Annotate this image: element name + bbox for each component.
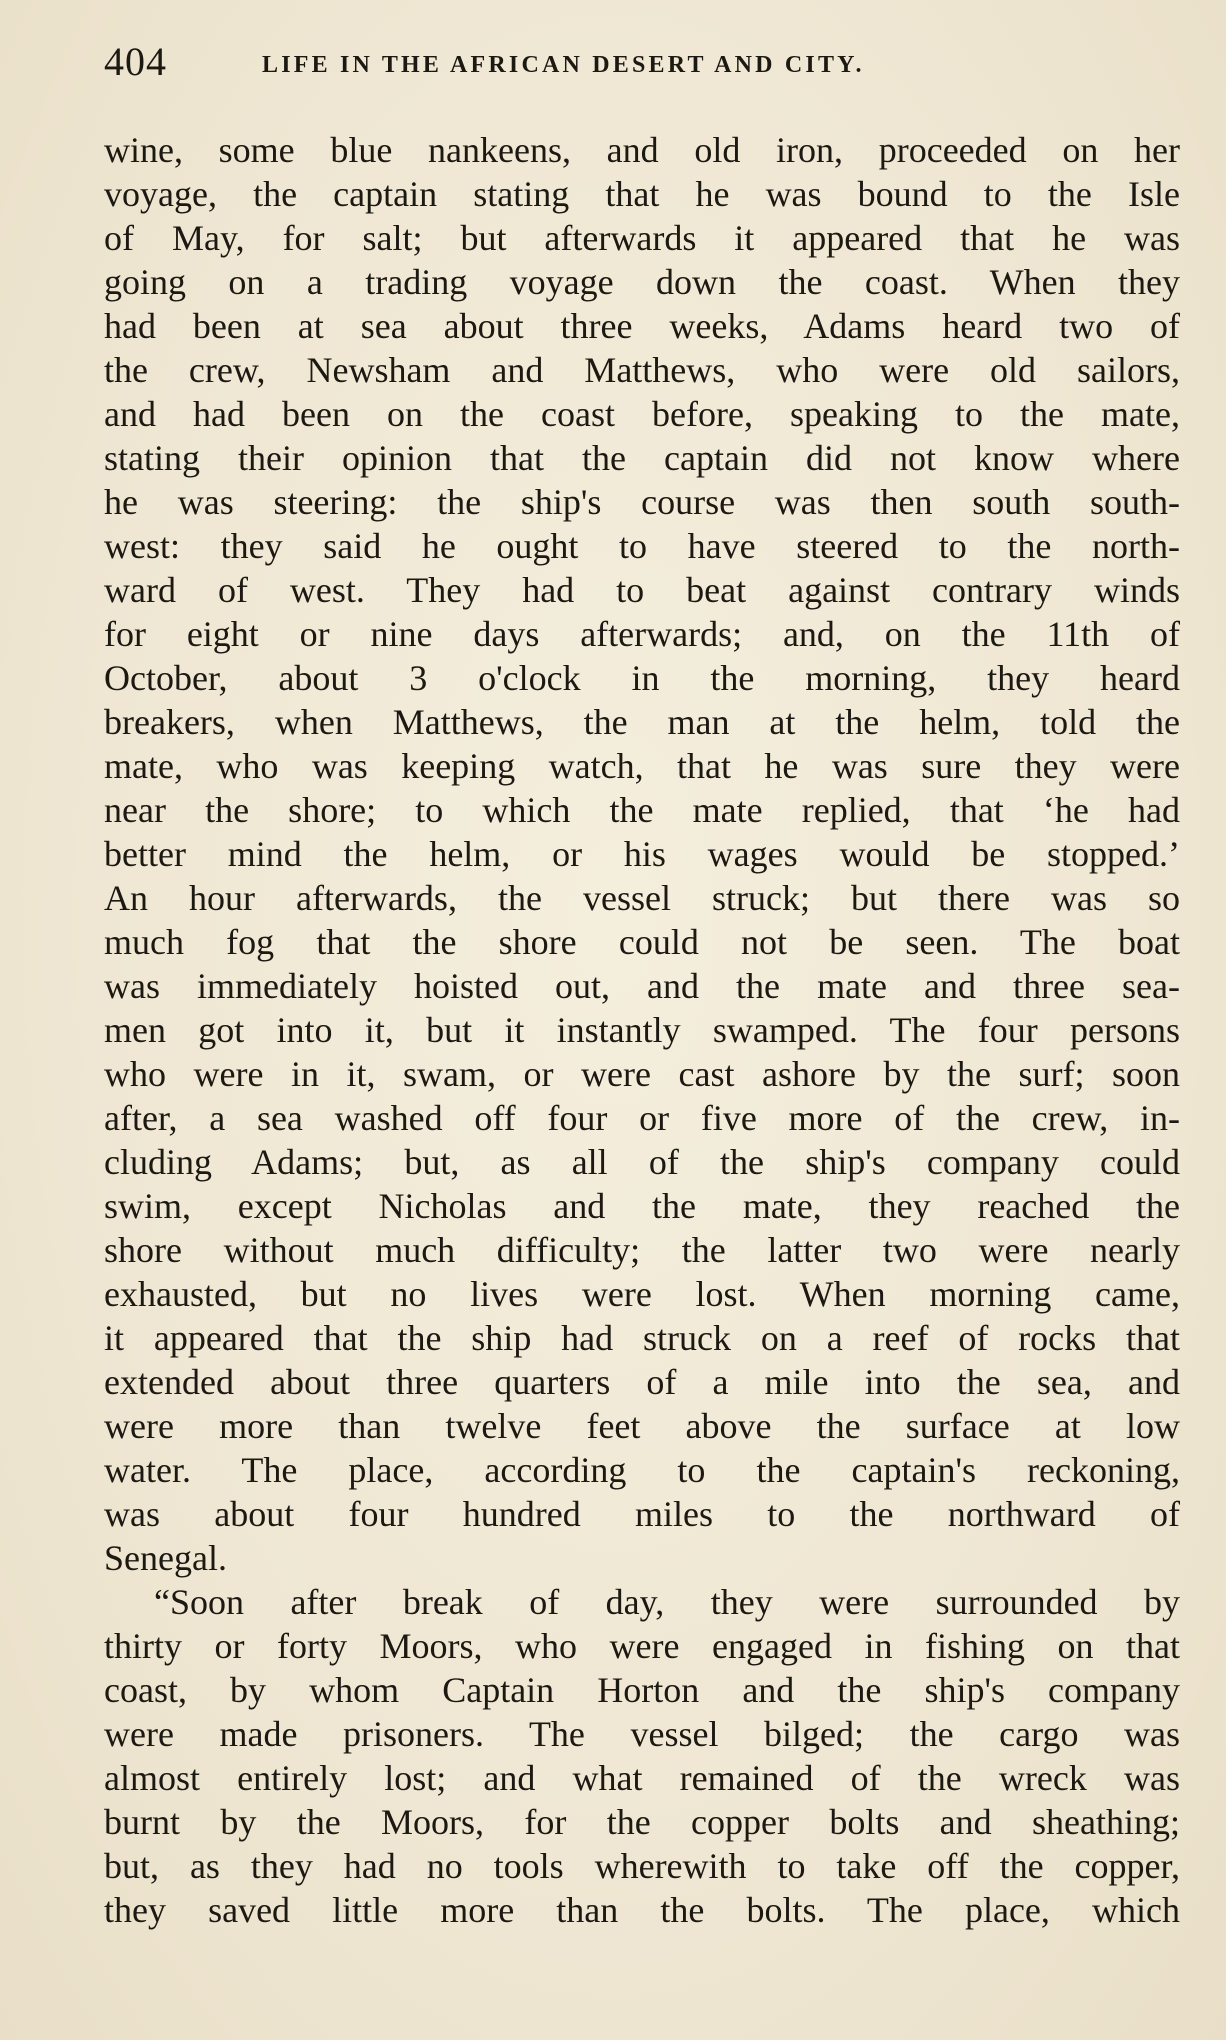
- running-head: LIFE IN THE AFRICAN DESERT AND CITY.: [262, 52, 865, 78]
- text-line: he was steering: the ship's course was then south south-: [104, 482, 1180, 522]
- text-line: almost entirely lost; and what remained of the wreck was: [104, 1758, 1180, 1798]
- text-line: An hour afterwards, the vessel struck; but there was so: [104, 878, 1180, 918]
- text-line: coast, by whom Captain Horton and the ship's company: [104, 1670, 1180, 1710]
- paragraph-end-line: Senegal.: [104, 1538, 227, 1578]
- body-text: [104, 128, 1180, 1932]
- text-line: voyage, the captain stating that he was bound to the Isle: [104, 174, 1180, 214]
- text-line: of May, for salt; but afterwards it appeared that he was: [104, 218, 1180, 258]
- text-line: near the shore; to which the mate replied, that ‘he had: [104, 790, 1180, 830]
- text-line: mate, who was keeping watch, that he was sure they were: [104, 746, 1180, 786]
- text-line: but, as they had no tools wherewith to take off the copper,: [104, 1846, 1180, 1886]
- text-line: exhausted, but no lives were lost. When morning came,: [104, 1274, 1180, 1314]
- text-line: the crew, Newsham and Matthews, who were old sailors,: [104, 350, 1180, 390]
- text-line: and had been on the coast before, speaking to the mate,: [104, 394, 1180, 434]
- text-line: ward of west. They had to beat against contrary winds: [104, 570, 1180, 610]
- text-line: had been at sea about three weeks, Adams heard two of: [104, 306, 1180, 346]
- page-header: [104, 38, 1064, 98]
- text-line: it appeared that the ship had struck on a reef of rocks that: [104, 1318, 1180, 1358]
- text-line: was about four hundred miles to the northward of: [104, 1494, 1180, 1534]
- page-number: 404: [104, 39, 167, 84]
- text-line: burnt by the Moors, for the copper bolts and sheathing;: [104, 1802, 1180, 1842]
- text-line: October, about 3 o'clock in the morning, they heard: [104, 658, 1180, 698]
- text-line: were made prisoners. The vessel bilged; the cargo was: [104, 1714, 1180, 1754]
- text-line: men got into it, but it instantly swamped. The four persons: [104, 1010, 1180, 1050]
- text-line: stating their opinion that the captain did not know where: [104, 438, 1180, 478]
- text-line: west: they said he ought to have steered to the north-: [104, 526, 1180, 566]
- text-line: wine, some blue nankeens, and old iron, proceeded on her: [104, 130, 1180, 170]
- text-line: breakers, when Matthews, the man at the helm, told the: [104, 702, 1180, 742]
- text-line: going on a trading voyage down the coast. When they: [104, 262, 1180, 302]
- text-line: was immediately hoisted out, and the mate and three sea-: [104, 966, 1180, 1006]
- text-line: were more than twelve feet above the surface at low: [104, 1406, 1180, 1446]
- paragraph-start-line: “Soon after break of day, they were surrounded by: [154, 1582, 1180, 1622]
- text-line: water. The place, according to the captain's reckoning,: [104, 1450, 1180, 1490]
- text-line: thirty or forty Moors, who were engaged in fishing on that: [104, 1626, 1180, 1666]
- text-line: for eight or nine days afterwards; and, on the 11th of: [104, 614, 1180, 654]
- text-line: extended about three quarters of a mile into the sea, and: [104, 1362, 1180, 1402]
- text-line: shore without much difficulty; the latter two were nearly: [104, 1230, 1180, 1270]
- text-line: swim, except Nicholas and the mate, they reached the: [104, 1186, 1180, 1226]
- text-line: better mind the helm, or his wages would be stopped.’: [104, 834, 1180, 874]
- text-line: who were in it, swam, or were cast ashore by the surf; soon: [104, 1054, 1180, 1094]
- text-line: they saved little more than the bolts. The place, which: [104, 1890, 1180, 1930]
- text-line: after, a sea washed off four or five more of the crew, in-: [104, 1098, 1180, 1138]
- text-line: cluding Adams; but, as all of the ship's company could: [104, 1142, 1180, 1182]
- text-line: much fog that the shore could not be seen. The boat: [104, 922, 1180, 962]
